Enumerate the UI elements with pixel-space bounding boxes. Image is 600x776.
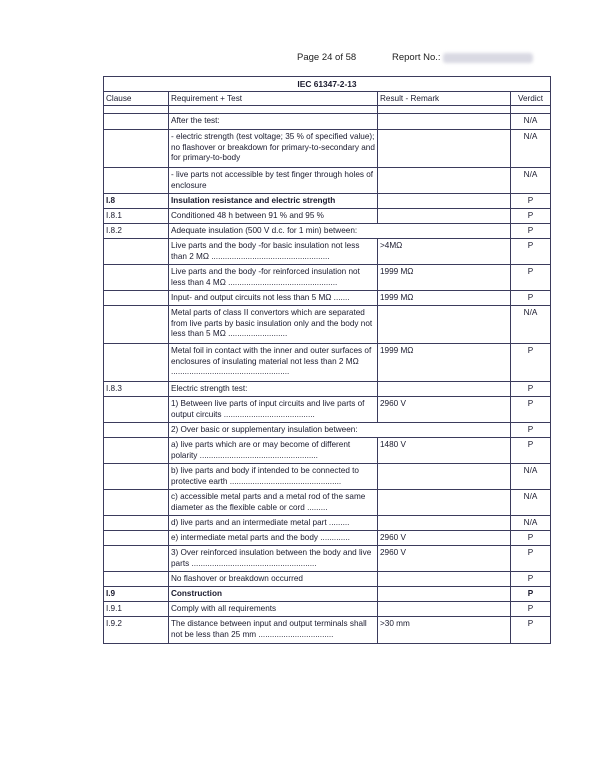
requirement-cell: Comply with all requirements: [168, 602, 377, 616]
requirement-cell: 2) Over basic or supplementary insulation between:: [168, 423, 510, 437]
spacer-row: [104, 105, 550, 114]
page-header: [0, 52, 600, 66]
clause-cell: I.8.1: [106, 211, 122, 220]
verdict-cell: P: [510, 209, 550, 223]
verdict-cell: P: [510, 438, 550, 463]
table-row: [104, 396, 550, 422]
col-result: Result - Remark: [377, 92, 510, 105]
verdict-cell: N/A: [510, 168, 550, 193]
table-row: [104, 437, 550, 463]
result-cell: [377, 194, 510, 208]
table-row: [104, 515, 550, 530]
requirement-cell: Adequate insulation (500 V d.c. for 1 min) between:: [168, 224, 510, 238]
result-cell: 1480 V: [377, 438, 510, 463]
redacted-report-number: [443, 53, 533, 63]
requirement-cell: No flashover or breakdown occurred: [168, 572, 377, 586]
requirement-cell: a) live parts which are or may become of different polarity ....................................................: [168, 438, 377, 463]
verdict-cell: N/A: [510, 516, 550, 530]
table-row: [104, 193, 550, 208]
requirement-cell: e) intermediate metal parts and the body .............: [168, 531, 377, 545]
requirement-cell: Live parts and the body -for basic insulation not less than 2 MΩ ....................................................: [168, 239, 377, 264]
result-cell: >30 mm: [377, 617, 510, 643]
table-row: [104, 343, 550, 381]
result-cell: 1999 MΩ: [377, 291, 510, 305]
clause-cell: [104, 423, 168, 437]
report-number-label: Report No.:: [392, 52, 441, 63]
result-cell: 1999 MΩ: [377, 265, 510, 290]
table-row: [104, 586, 550, 601]
requirement-cell: Insulation resistance and electric strength: [168, 194, 377, 208]
requirement-cell: 1) Between live parts of input circuits and live parts of output circuits ........................................: [168, 397, 377, 422]
col-clause: Clause: [106, 94, 132, 103]
result-cell: [377, 306, 510, 343]
verdict-cell: P: [510, 239, 550, 264]
table-row: [104, 290, 550, 305]
clause-cell: [104, 114, 168, 129]
clause-cell: [104, 438, 168, 463]
result-cell: >4MΩ: [377, 239, 510, 264]
verdict-cell: N/A: [510, 114, 550, 129]
requirement-cell: - live parts not accessible by test finger through holes of enclosure: [168, 168, 377, 193]
requirement-cell: Metal parts of class II convertors which are separated from live parts by basic insulation only and the body not less than 5 MΩ ..........................: [168, 306, 377, 343]
requirement-cell: After the test:: [168, 114, 377, 129]
verdict-cell: P: [510, 265, 550, 290]
clause-cell: I.9.1: [106, 604, 122, 613]
table-row: [104, 545, 550, 571]
verdict-cell: N/A: [510, 306, 550, 343]
table-row: [104, 223, 550, 238]
result-cell: [377, 572, 510, 586]
clause-cell: I.8: [106, 196, 116, 205]
clause-cell: [104, 239, 168, 264]
clause-cell: [104, 291, 168, 305]
standard-row: [104, 77, 550, 91]
clause-cell: I.8.2: [106, 226, 122, 235]
clause-cell: [104, 168, 168, 193]
requirement-cell: 3) Over reinforced insulation between the body and live parts .......................................................: [168, 546, 377, 571]
table-row: [104, 489, 550, 515]
verdict-cell: P: [510, 617, 550, 643]
requirement-cell: c) accessible metal parts and a metal rod of the same diameter as the flexible cable or cord .........: [168, 490, 377, 515]
verdict-cell: P: [510, 531, 550, 545]
col-verdict: Verdict: [510, 92, 550, 105]
table-row: [104, 114, 550, 129]
result-cell: 2960 V: [377, 531, 510, 545]
result-cell: [377, 382, 510, 396]
verdict-cell: P: [510, 224, 550, 238]
verdict-cell: P: [510, 423, 550, 437]
requirement-cell: Metal foil in contact with the inner and outer surfaces of enclosures of insulating material not less than 2 MΩ ....................................................: [168, 344, 377, 381]
standard-title: IEC 61347-2-13: [297, 79, 357, 89]
table-row: [104, 422, 550, 437]
verdict-cell: P: [510, 291, 550, 305]
result-cell: [377, 490, 510, 515]
verdict-cell: P: [510, 397, 550, 422]
table-row: [104, 530, 550, 545]
verdict-cell: N/A: [510, 490, 550, 515]
verdict-cell: P: [510, 194, 550, 208]
clause-cell: I.9.2: [106, 619, 122, 628]
clause-cell: [104, 464, 168, 489]
requirement-cell: The distance between input and output terminals shall not be less than 25 mm .................................: [168, 617, 377, 643]
verdict-cell: P: [510, 587, 550, 601]
clause-cell: I.9: [106, 589, 116, 598]
clause-cell: [104, 546, 168, 571]
result-cell: [377, 130, 510, 167]
verdict-cell: P: [510, 602, 550, 616]
table-row: [104, 305, 550, 343]
verdict-cell: N/A: [510, 130, 550, 167]
result-cell: [377, 209, 510, 223]
clause-cell: I.8.3: [106, 384, 122, 393]
result-cell: 2960 V: [377, 546, 510, 571]
requirement-cell: Input- and output circuits not less than 5 MΩ .......: [168, 291, 377, 305]
result-cell: 2960 V: [377, 397, 510, 422]
result-cell: [377, 168, 510, 193]
table-row: [104, 616, 550, 643]
clause-cell: [104, 397, 168, 422]
verdict-cell: N/A: [510, 464, 550, 489]
requirement-cell: Construction: [168, 587, 377, 601]
result-cell: [377, 516, 510, 530]
result-cell: [377, 602, 510, 616]
table-row: [104, 463, 550, 489]
verdict-cell: P: [510, 382, 550, 396]
table-row: [104, 129, 550, 167]
requirement-cell: b) live parts and body if intended to be connected to protective earth .................................................: [168, 464, 377, 489]
requirement-cell: Live parts and the body -for reinforced insulation not less than 4 MΩ ................................................: [168, 265, 377, 290]
clause-cell: [104, 490, 168, 515]
verdict-cell: P: [510, 546, 550, 571]
verdict-cell: P: [510, 344, 550, 381]
clause-cell: [104, 516, 168, 530]
clause-cell: [104, 572, 168, 586]
clause-cell: [104, 306, 168, 343]
test-report-table: [103, 76, 551, 644]
column-header-row: [104, 91, 550, 105]
table-row: [104, 208, 550, 223]
clause-cell: [104, 344, 168, 381]
result-cell: 1999 MΩ: [377, 344, 510, 381]
requirement-cell: - electric strength (test voltage; 35 % of specified value); no flashover or breakdown for primary-to-secondary and for primary-to-body: [168, 130, 377, 167]
table-row: [104, 167, 550, 193]
clause-cell: [104, 130, 168, 167]
result-cell: [377, 114, 510, 129]
requirement-cell: d) live parts and an intermediate metal part .........: [168, 516, 377, 530]
table-row: [104, 264, 550, 290]
verdict-cell: P: [510, 572, 550, 586]
requirement-cell: Conditioned 48 h between 91 % and 95 %: [168, 209, 377, 223]
result-cell: [377, 587, 510, 601]
page-number: Page 24 of 58: [297, 52, 357, 63]
table-row: [104, 381, 550, 396]
requirement-cell: Electric strength test:: [168, 382, 377, 396]
table-row: [104, 238, 550, 264]
result-cell: [377, 464, 510, 489]
table-row: [104, 601, 550, 616]
clause-cell: [104, 265, 168, 290]
clause-cell: [104, 531, 168, 545]
table-row: [104, 571, 550, 586]
col-requirement: Requirement + Test: [168, 92, 377, 105]
